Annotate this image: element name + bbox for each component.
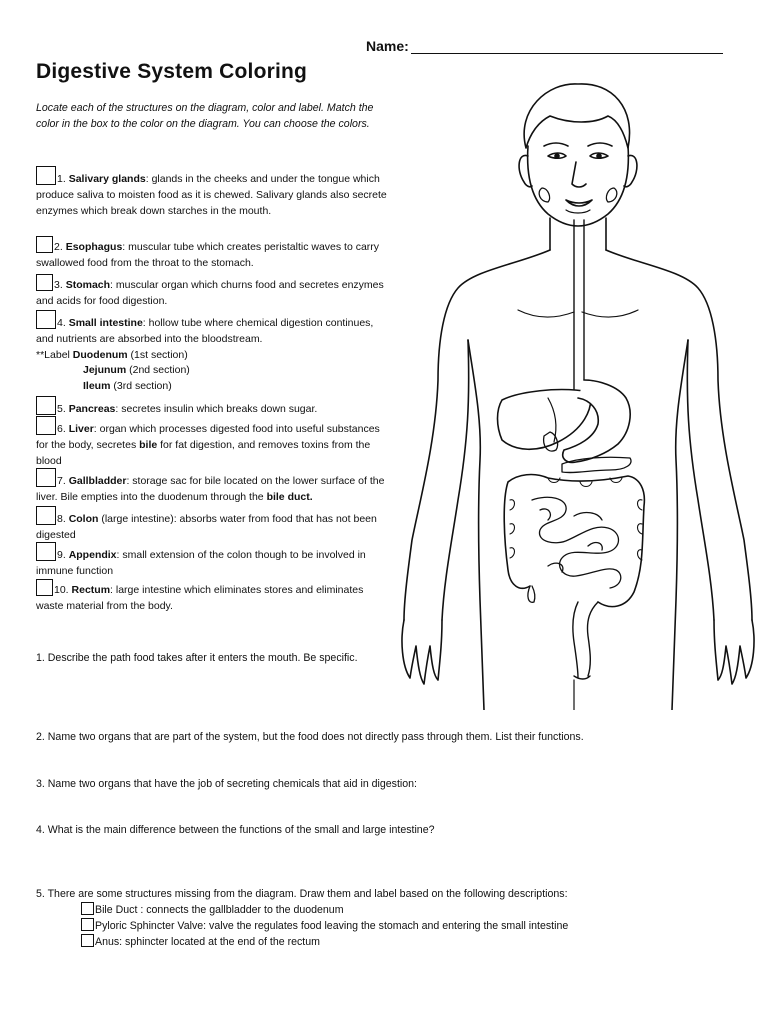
arm-inner-right [687, 340, 714, 620]
color-box-8[interactable] [36, 506, 56, 525]
appendix [528, 586, 535, 602]
question-4: 4. What is the main difference between the functions of the small and large intestine? [36, 824, 435, 836]
color-box-10[interactable] [36, 579, 53, 596]
eyebrow-right [588, 143, 612, 146]
term-esophagus: Esophagus [65, 241, 123, 253]
term-appendix: Appendix [68, 549, 117, 561]
face-outline [528, 146, 629, 226]
term-rectum: Rectum [71, 584, 111, 596]
instructions: Locate each of the structures on the diagram, color and label. Match the color in the box to the color on the diagram. You can choose the colors. [36, 102, 374, 130]
salivary-gland-right [606, 188, 616, 202]
question-1: 1. Describe the path food takes after it enters the mouth. Be specific. [36, 652, 358, 664]
colon-haustra [510, 478, 642, 560]
color-box-4[interactable] [36, 310, 56, 329]
missing-item-anus: Anus: sphincter located at the end of the rectum [81, 934, 320, 950]
structure-item-8: 8. Colon (large intestine): absorbs water from food that has not been digested [36, 506, 388, 544]
color-box-9[interactable] [36, 542, 56, 561]
name-field[interactable] [366, 38, 723, 54]
small-intestine [532, 497, 621, 588]
term-salivary-glands: Salivary glands [68, 173, 146, 185]
term-pancreas: Pancreas [68, 403, 116, 415]
label-duodenum: **Label Duodenum (1st section) [36, 348, 188, 361]
color-box-2[interactable] [36, 236, 53, 253]
question-3: 3. Name two organs that have the job of secreting chemicals that aid in digestion: [36, 778, 418, 790]
checkbox-pyloric-sphincter[interactable] [81, 918, 94, 931]
color-box-1[interactable] [36, 166, 56, 185]
torso-outline-right [606, 250, 752, 620]
salivary-gland-under-tongue [566, 210, 590, 213]
term-colon: Colon [68, 513, 99, 525]
color-box-3[interactable] [36, 274, 53, 291]
color-box-5[interactable] [36, 396, 56, 415]
nose [572, 162, 586, 187]
structure-item-4: 4. Small intestine: hollow tube where chemical digestion continues, and nutrients are absorbed into the bloodstream. **Label Duodenum (1st section) Jejunum (2nd section) Ileum (3rd section) [36, 310, 388, 395]
arm-inner-left [442, 340, 469, 620]
term-small-intestine: Small intestine [68, 317, 143, 329]
pupil-left [555, 154, 559, 158]
name-label: Name: [366, 38, 409, 54]
color-box-7[interactable] [36, 468, 56, 487]
term-gallbladder: Gallbladder [68, 475, 127, 487]
name-blank-line[interactable] [411, 39, 723, 54]
structure-item-7: 7. Gallbladder: storage sac for bile located on the lower surface of the liver. Bile empties into the duodenum through the bile duct. [36, 468, 388, 506]
structure-item-9: 9. Appendix: small extension of the colon though to be involved in immune function [36, 542, 388, 580]
question-2: 2. Name two organs that are part of the system, but the food does not directly pass through them. List their functions. [36, 731, 584, 743]
mouth [566, 200, 592, 206]
rectum [573, 602, 598, 679]
structure-item-1: 1. Salivary glands: glands in the cheeks and under the tongue which produce saliva to moisten food as it is chewed. Salivary glands also secrete enzymes which break down starches in the mouth. [36, 166, 388, 219]
salivary-gland-left [539, 188, 549, 202]
hair-outline [524, 84, 629, 148]
missing-item-pyloric-sphincter: Pyloric Sphincter Valve: valve the regulates food leaving the stomach and entering the small intestine [81, 918, 568, 934]
structure-item-3: 3. Stomach: muscular organ which churns food and secretes enzymes and acids for food digestion. [36, 274, 388, 310]
missing-item-bile-duct: Bile Duct : connects the gallbladder to the duodenum [81, 902, 344, 918]
term-liver: Liver [68, 423, 94, 435]
waist-left [468, 340, 484, 710]
hand-right [714, 620, 754, 684]
eyebrow-left [544, 143, 568, 146]
structure-item-2: 2. Esophagus: muscular tube which creates peristaltic waves to carry swallowed food from the throat to the stomach. [36, 236, 388, 272]
label-ileum: Ileum (3rd section) [83, 380, 172, 393]
question-5: 5. There are some structures missing from the diagram. Draw them and label based on the following descriptions: [36, 888, 568, 900]
chest-line [518, 310, 638, 317]
digestive-system-diagram[interactable] [398, 80, 758, 710]
esophagus [574, 220, 584, 390]
checkbox-bile-duct[interactable] [81, 902, 94, 915]
structure-item-10: 10. Rectum: large intestine which eliminates stores and eliminates waste material from the body. [36, 579, 388, 615]
checkbox-anus[interactable] [81, 934, 94, 947]
page-title: Digestive System Coloring [36, 60, 308, 83]
colon [504, 475, 644, 607]
term-stomach: Stomach [65, 279, 111, 291]
color-box-6[interactable] [36, 416, 56, 435]
waist-right [672, 340, 688, 710]
label-jejunum: Jejunum (2nd section) [83, 364, 190, 377]
structure-item-6: 6. Liver: organ which processes digested food into useful substances for the body, secretes bile for fat digestion, and removes toxins from the blood [36, 416, 388, 469]
hand-left [402, 620, 442, 684]
pupil-right [597, 154, 601, 158]
structure-item-5: 5. Pancreas: secretes insulin which breaks down sugar. [36, 396, 388, 418]
